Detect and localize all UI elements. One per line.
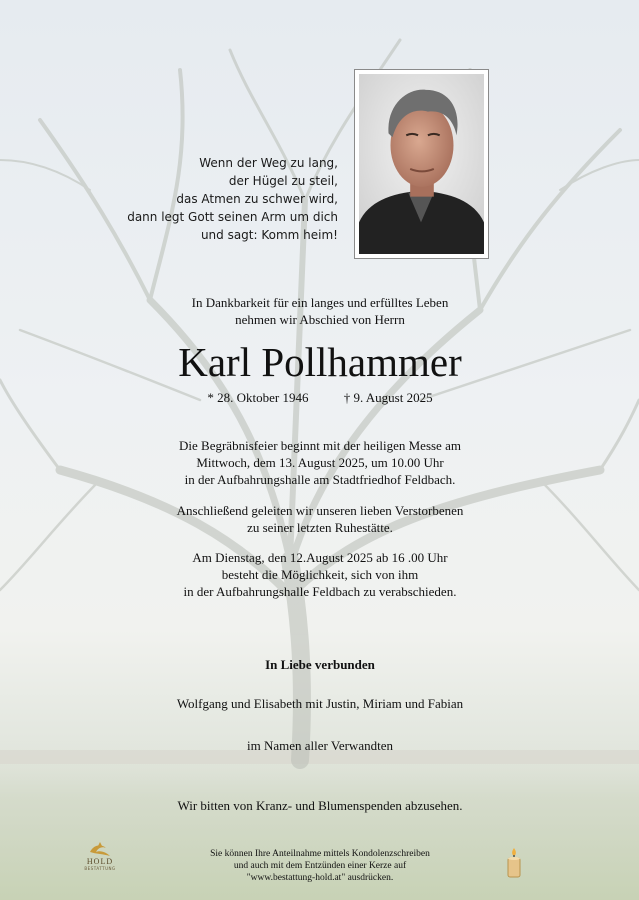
relatives-line: im Namen aller Verwandten xyxy=(247,738,393,753)
death-date: † 9. August 2025 xyxy=(343,390,433,405)
burial-info xyxy=(100,502,540,536)
burial-info-line: zu seiner letzten Ruhestätte. xyxy=(247,520,393,535)
burial-info-line: Anschließend geleiten wir unseren lieben Verstorbenen xyxy=(176,503,464,518)
poem-line: dann legt Gott seinen Arm um dich xyxy=(127,210,338,224)
logo-name: HOLD xyxy=(86,857,114,866)
footer-line: und auch mit dem Entzünden einer Kerze auf xyxy=(233,861,407,871)
footer-line: "www.bestattung-hold.at" ausdrücken. xyxy=(246,873,394,883)
intro-line: In Dankbarkeit für ein langes und erfülltes Leben xyxy=(191,295,449,310)
portrait-image xyxy=(359,74,484,254)
funeral-info xyxy=(100,437,540,488)
poem-line: das Atmen zu schwer wird, xyxy=(176,192,338,206)
in-love-heading: In Liebe verbunden xyxy=(265,657,375,672)
poem-line: Wenn der Weg zu lang, xyxy=(199,156,338,170)
candle-icon[interactable] xyxy=(505,846,523,878)
portrait-photo xyxy=(354,69,489,259)
footer-line: Sie können Ihre Anteilnahme mittels Kondolenzschreiben xyxy=(210,849,430,859)
funeral-info-line: Mittwoch, dem 13. August 2025, um 10.00 Uhr xyxy=(196,455,444,470)
logo-subtitle: BESTATTUNG xyxy=(84,866,116,871)
life-dates xyxy=(100,390,540,406)
viewing-info xyxy=(100,549,540,600)
funeral-info-line: in der Aufbahrungshalle am Stadtfriedhof Feldbach. xyxy=(184,472,456,487)
birth-date: * 28. Oktober 1946 xyxy=(207,390,309,405)
family-names: Wolfgang und Elisabeth mit Justin, Miriam und Fabian xyxy=(176,696,464,711)
intro-line: nehmen wir Abschied von Herrn xyxy=(235,312,405,327)
condolence-footer xyxy=(150,848,490,884)
viewing-info-line: Am Dienstag, den 12.August 2025 ab 16 .00 Uhr xyxy=(192,550,448,565)
viewing-info-line: besteht die Möglichkeit, sich von ihm xyxy=(221,567,419,582)
donation-note: Wir bitten von Kranz- und Blumenspenden abzusehen. xyxy=(177,798,463,813)
funeral-info-line: Die Begräbnisfeier beginnt mit der heiligen Messe am xyxy=(179,438,461,453)
deceased-name: Karl Pollhammer xyxy=(178,339,462,385)
viewing-info-line: in der Aufbahrungshalle Feldbach zu verabschieden. xyxy=(183,584,457,599)
poem-line: und sagt: Komm heim! xyxy=(200,228,338,242)
poem-line: der Hügel zu steil, xyxy=(228,174,338,188)
intro-text xyxy=(100,294,540,328)
poem xyxy=(120,154,338,244)
